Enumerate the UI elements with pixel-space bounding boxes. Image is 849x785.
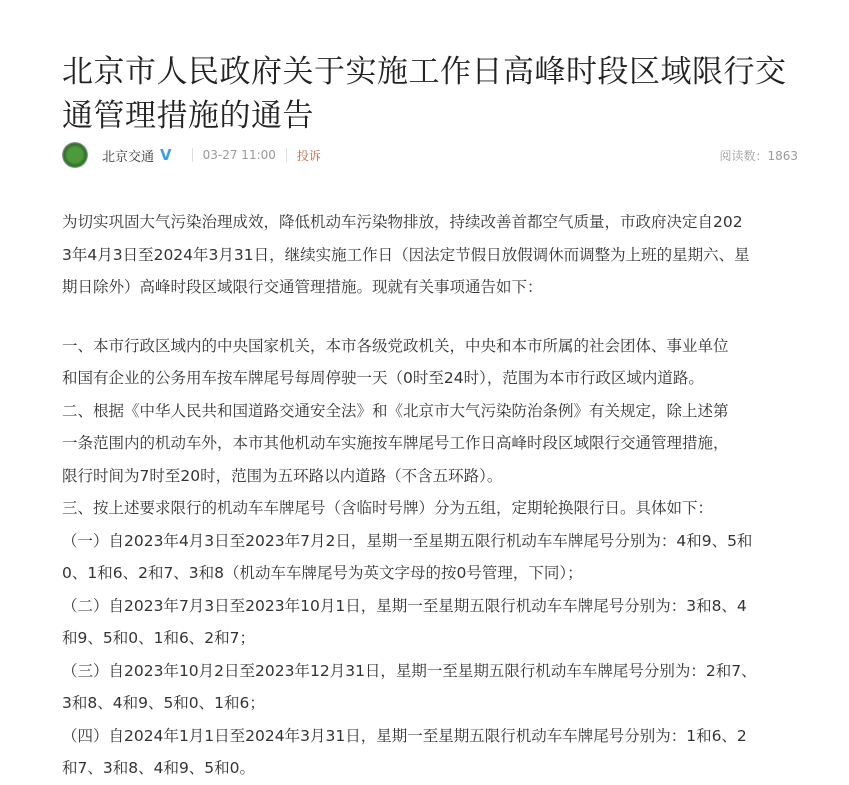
avatar[interactable] [62,142,88,168]
text-line: （四）自2024年1月1日至2024年3月31日，星期一至星期五限行机动车车牌尾号分别为：1和6、2 [62,726,747,745]
text-line: （三）自2023年10月2日至2023年12月31日，星期一至星期五限行机动车车牌尾号分别为：2和7、 [62,661,757,680]
publish-time: 03-27 11:00 [202,148,276,162]
read-count: 阅读数：1863 [719,148,798,163]
divider [286,148,287,162]
text-line: 0、1和6、2和7、3和8（机动车车牌尾号为英文字母的按0号管理，下同）； [62,564,583,582]
article-body [62,206,802,785]
text-line: 和7、3和8、4和9、5和0。 [62,759,256,777]
text-line: 为切实巩固大气污染治理成效，降低机动车污染物排放，持续改善首都空气质量，市政府决定自202 [62,213,743,231]
text-line: 3年4月3日至2024年3月31日，继续实施工作日（因法定节假日放假调休而调整为上班的星期六、星 [62,245,750,264]
text-line: 一、本市行政区域内的中央国家机关，本市各级党政机关，中央和本市所属的社会团体、事业单位 [62,336,729,355]
report-link[interactable]: 投诉 [296,148,321,163]
text-line: 和国有企业的公务用车按车牌尾号每周停驶一天（0时至24时），范围为本市行政区域内道路。 [62,369,704,387]
text-line: 三、按上述要求限行的机动车车牌尾号（含临时号牌）分为五组，定期轮换限行日。具体如下： [62,499,714,517]
text-line: 期日除外）高峰时段区域限行交通管理措施。现就有关事项通告如下： [62,278,543,296]
author-link[interactable]: 北京交通 [102,149,155,165]
text-line: 一条范围内的机动车外，本市其他机动车实施按车牌尾号工作日高峰时段区域限行交通管理措施， [62,434,729,452]
text-line: （一）自2023年4月3日至2023年7月2日，星期一至星期五限行机动车车牌尾号分别为：4和9、5和 [62,531,753,550]
text-line: （二）自2023年7月3日至2023年10月1日，星期一至星期五限行机动车车牌尾号分别为：3和8、4 [62,596,747,615]
verified-icon: V [160,146,172,164]
article-meta [62,143,798,167]
divider [192,148,193,162]
text-line: 二、根据《中华人民共和国道路交通安全法》和《北京市大气污染防治条例》有关规定，除上述第 [62,401,729,420]
text-line: 限行时间为7时至20时，范围为五环路以内道路（不含五环路）。 [62,466,503,485]
text-line: 3和8、4和9、5和0、1和6； [62,694,265,712]
text-line: 和9、5和0、1和6、2和7； [62,629,256,647]
page-title: 北京市人民政府关于实施工作日高峰时段区域限行交通管理措施的通告 [62,54,787,134]
